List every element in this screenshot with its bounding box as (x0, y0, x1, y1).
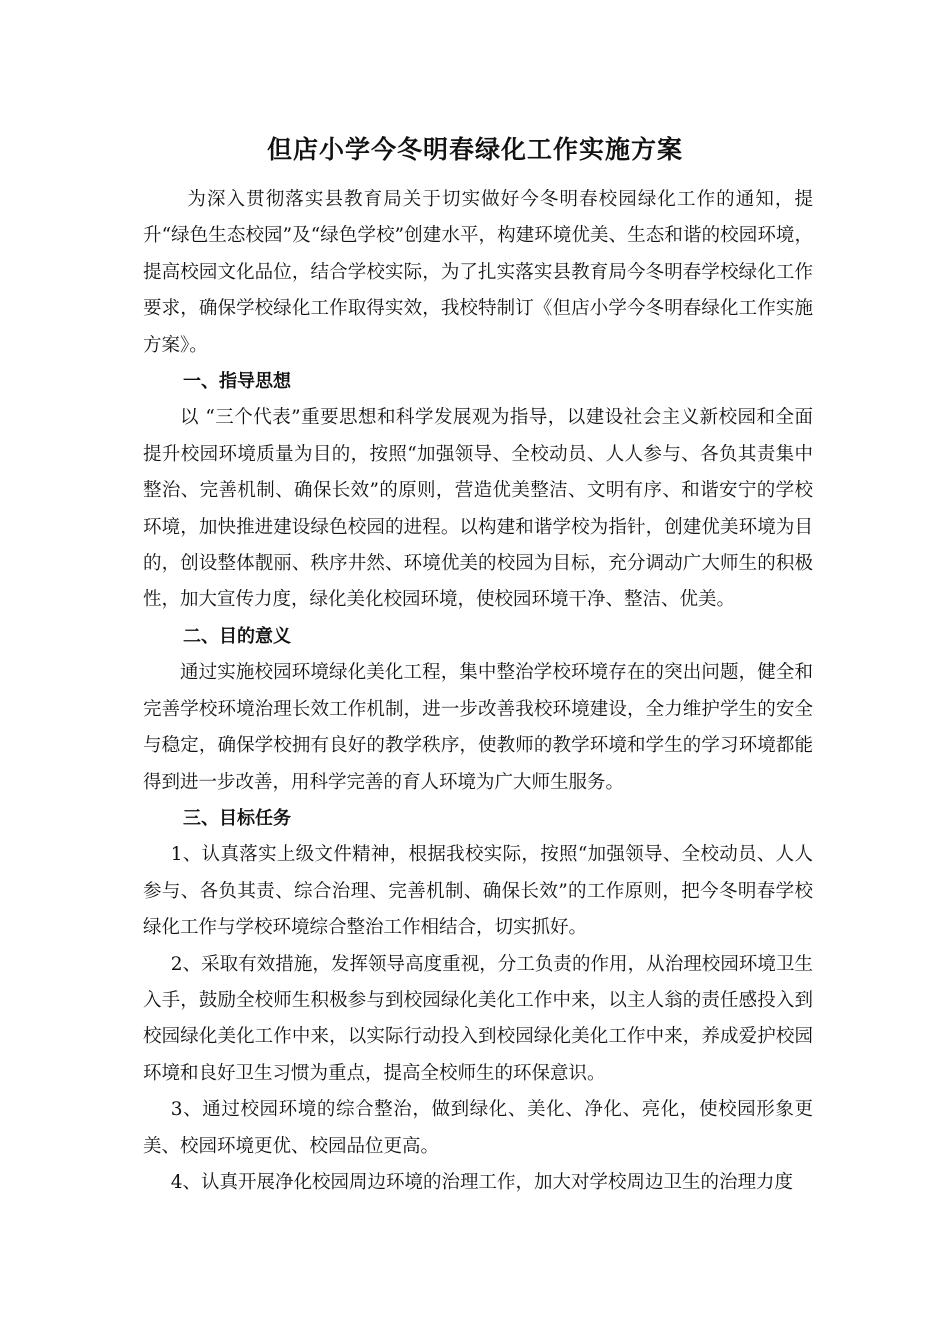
document-body (143, 182, 813, 1201)
section-heading-purpose: 二、目的意义 (183, 625, 291, 647)
goal-item: 3、通过校园环境的综合整治，做到绿化、美化、净化、亮化，使校园形象更美、校园环境更优、校园品位更高。 (143, 1099, 813, 1157)
section-heading-guiding-ideology: 一、指导思想 (183, 371, 291, 393)
section-heading-goals: 三、目标任务 (183, 807, 291, 829)
section-paragraph-guiding-ideology: 以 “三个代表”重要思想和科学发展观为指导，以建设社会主义新校园和全面提升校园环境质量为目的，按照“加强领导、全校动员、人人参与、各负其责集中整治、完善机制、确保长效”的原则，营造优美整洁、文明有序、和谐安宁的学校环境，加快推进建设绿色校园的进程。以构建和谐学校为指针，创建优美环境为目的，创设整体靓丽、秩序井然、环境优美的校园为目标，充分调动广大师生的积极性，加大宣传力度，绿化美化校园环境，使校园环境干净、整洁、优美。 (143, 407, 813, 611)
intro-paragraph: 为深入贯彻落实县教育局关于切实做好今冬明春校园绿化工作的通知，提升“绿色生态校园”及“绿色学校”创建水平，构建环境优美、生态和谐的校园环境，提高校园文化品位，结合学校实际，为了扎实落实县教育局今冬明春学校绿化工作要求，确保学校绿化工作取得实效，我校特制订《但店小学今冬明春绿化工作实施方案》。 (143, 189, 813, 356)
goal-item: 2、采取有效措施，发挥领导高度重视，分工负责的作用，从治理校园环境卫生入手，鼓励全校师生积极参与到校园绿化美化工作中来，以主人翁的责任感投入到校园绿化美化工作中来，以实际行动投入到校园绿化美化工作中来，养成爱护校园环境和良好卫生习惯为重点，提高全校师生的环保意识。 (143, 953, 813, 1084)
goal-item: 1、认真落实上级文件精神，根据我校实际，按照“加强领导、全校动员、人人参与、各负其责、综合治理、完善机制、确保长效”的工作原则，把今冬明春学校绿化工作与学校环境综合整治工作相结合，切实抓好。 (143, 844, 813, 939)
document-title: 但店小学今冬明春绿化工作实施方案 (266, 135, 683, 164)
goal-item: 4、认真开展净化校园周边环境的治理工作，加大对学校周边卫生的治理力度 (170, 1171, 794, 1193)
section-paragraph-purpose: 通过实施校园环境绿化美化工程，集中整治学校环境存在的突出问题，健全和完善学校环境治理长效工作机制，进一步改善我校环境建设，全力维护学生的安全与稳定，确保学校拥有良好的教学秩序，使教师的教学环境和学生的学习环境都能得到进一步改善，用科学完善的育人环境为广大师生服务。 (143, 662, 813, 793)
